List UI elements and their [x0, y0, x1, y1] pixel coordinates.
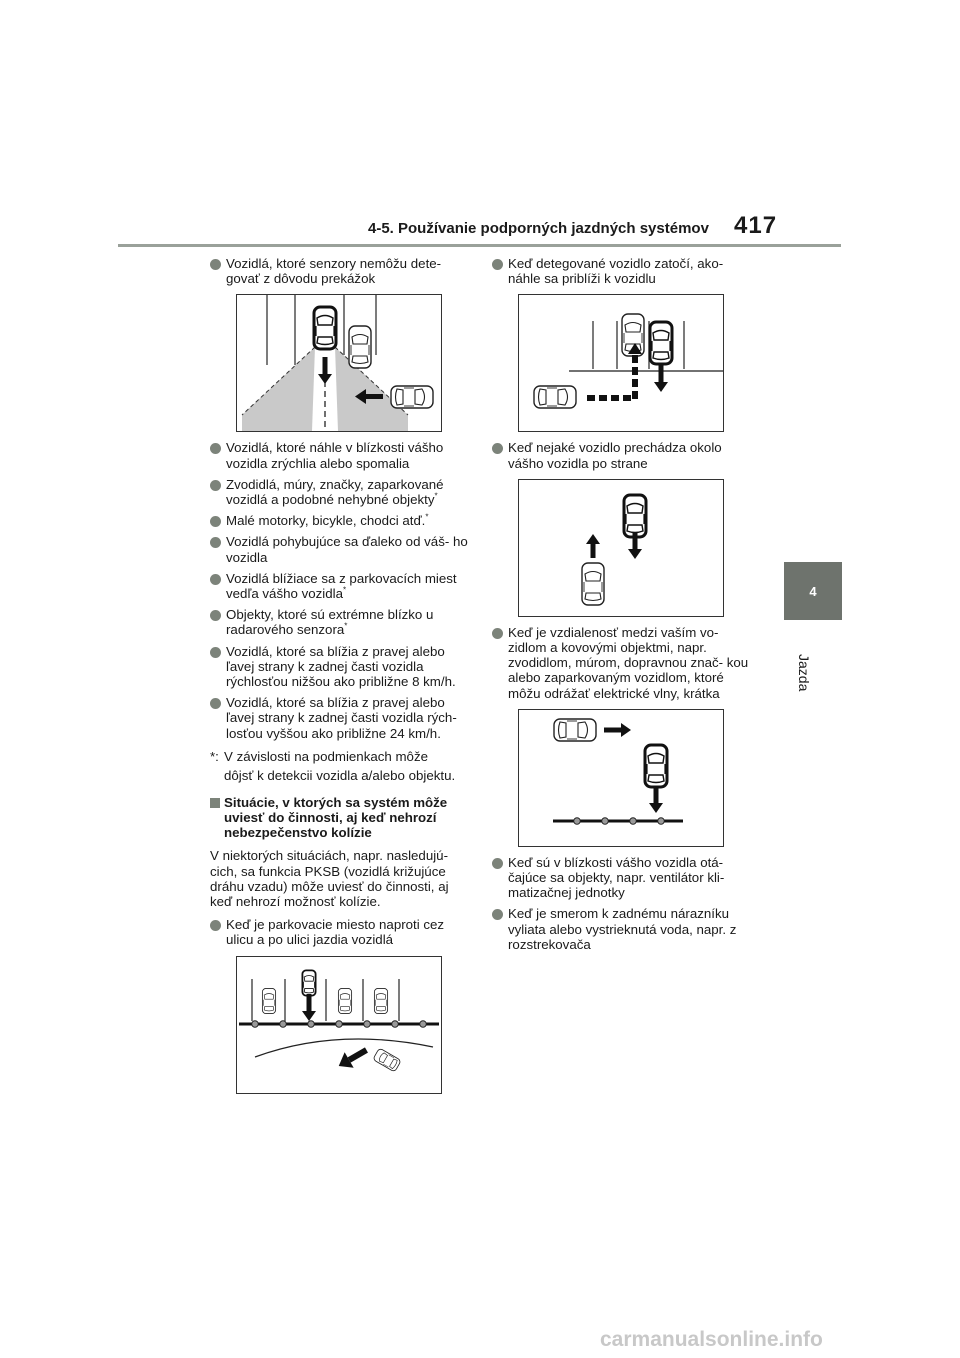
bullet-text: Vozidlá, ktoré náhle v blízkosti vášho vozidla zrýchlia alebo spomalia	[226, 440, 444, 471]
list-item	[210, 571, 472, 601]
list-item	[492, 256, 754, 286]
page-number: 417	[734, 212, 778, 239]
bullet-text: Keď je vzdialenosť medzi vaším vo- zidlom a kovovými objektmi, napr. zvodidlom, múrom, dopravnou znač- kou alebo zaparkovaným vozidlom, ktoré môžu odrážať elektrické vlny, krátka	[508, 624, 749, 701]
chapter-tab[interactable]	[784, 562, 842, 620]
figure-passing-vehicle	[518, 479, 724, 617]
header-title: 4-5. Používanie podporných jazdných systémov	[368, 220, 709, 237]
bullet-text: Vozidlá, ktoré sa blížia z pravej alebo ľavej strany k zadnej časti vozidla rýchlosťou nižšou ako približne 8 km/h.	[226, 643, 456, 690]
bullet-text: Vozidlá blížiace sa z parkovacích miest vedľa vášho vozidla	[226, 570, 457, 602]
footnote-star: *	[342, 585, 347, 595]
list-item	[492, 440, 754, 470]
footnote-line: dôjsť k detekcii vozidla a/alebo objektu.	[224, 767, 456, 783]
metal-objects-illustration	[519, 710, 723, 846]
list-item	[210, 440, 472, 470]
watermark: carmanualsonline.info	[600, 1328, 823, 1351]
footnote-star: *	[425, 512, 429, 522]
footnote-line: V závislosti na podmienkach môže	[224, 748, 428, 764]
list-item	[210, 256, 472, 286]
bullet-text: Zvodidlá, múry, značky, zaparkované vozidlá a podobné nehybné objekty	[226, 476, 444, 508]
list-item	[492, 906, 754, 952]
bullet-text: Objekty, ktoré sú extrémne blízko u radarového senzora	[226, 607, 434, 638]
footnote	[210, 747, 472, 785]
header-rule	[118, 244, 841, 247]
figure-metal-objects	[518, 709, 724, 847]
bullet-text: Keď je smerom k zadnému nárazníku vyliata alebo vystrieknutá voda, napr. z rozstrekovača	[508, 906, 737, 952]
footnote-mark: *:	[210, 748, 219, 764]
bullet-text: Vozidlá pohybujúce sa ďaleko od váš- ho vozidla	[226, 534, 468, 565]
bullet-text: Vozidlá, ktoré sa blížia z pravej alebo ľavej strany k zadnej časti vozidla rých- losťou vyššou ako približne 24 km/h.	[226, 695, 457, 741]
parking-obstruction-illustration	[237, 295, 441, 431]
list-item	[210, 644, 472, 690]
right-column	[492, 256, 754, 958]
street-parking-illustration	[237, 957, 441, 1093]
list-item	[210, 607, 472, 637]
chapter-label: Jazda	[796, 654, 812, 692]
left-column	[210, 256, 472, 1102]
list-item	[210, 477, 472, 507]
chapter-number: 4	[809, 584, 817, 599]
bullet-text: Malé motorky, bicykle, chodci atď.	[226, 513, 426, 529]
bullet-text: Vozidlá, ktoré senzory nemôžu dete- govať z dôvodu prekážok	[226, 256, 442, 287]
figure-obstruction	[236, 294, 442, 432]
bullet-text: Keď nejaké vozidlo prechádza okolo vášho vozidla po strane	[508, 440, 722, 471]
figure-turning-vehicle	[518, 294, 724, 432]
turning-vehicle-illustration	[519, 295, 723, 431]
list-item	[210, 917, 472, 947]
list-item	[210, 695, 472, 741]
bullet-text: Keď je parkovacie miesto naproti cez ulicu a po ulici jazdia vozidlá	[226, 917, 445, 948]
list-item	[210, 513, 472, 528]
footnote-star: *	[344, 622, 348, 632]
footnote-star: *	[434, 491, 438, 501]
bullet-text: Keď detegované vozidlo zatočí, ako- náhle sa priblíži k vozidlu	[508, 256, 724, 287]
list-item	[210, 534, 472, 564]
paragraph: V niektorých situáciách, napr. nasledujú- cich, sa funkcia PKSB (vozidlá križujúce dráhu vzadu) môže uviesť do činnosti, aj keď nehrozí možnosť kolízie.	[210, 848, 449, 910]
section-title: Situácie, v ktorých sa systém môže uviesť do činnosti, aj keď nehrozí nebezpečenstvo kolízie	[210, 795, 472, 841]
passing-vehicle-illustration	[519, 480, 723, 616]
bullet-text: Keď sú v blízkosti vášho vozidla otá- čajúce sa objekty, napr. ventilátor kli- matizačnej jednotky	[508, 854, 725, 901]
figure-street-parking	[236, 956, 442, 1094]
list-item	[492, 625, 754, 701]
list-item	[492, 855, 754, 901]
